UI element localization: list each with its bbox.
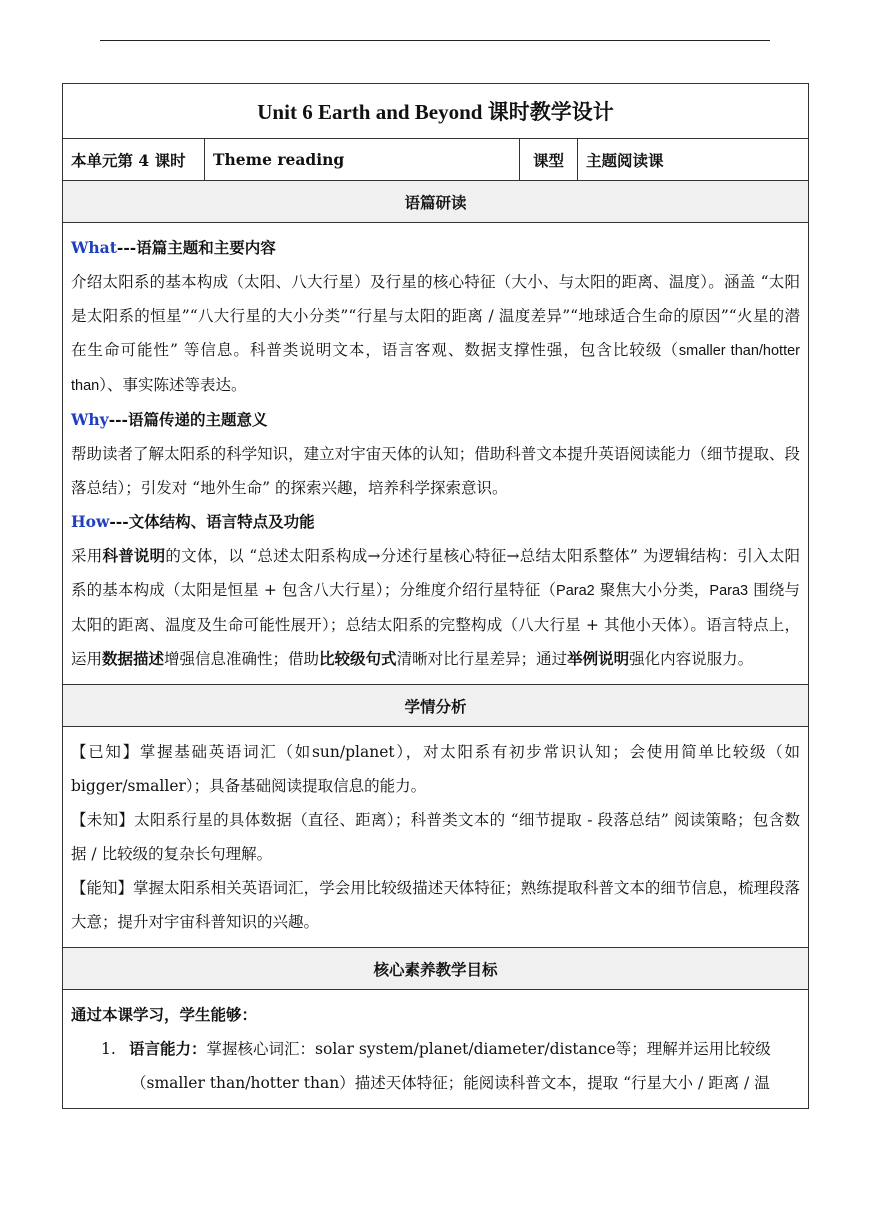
goal-number: 1. (101, 1040, 116, 1058)
learner-body (63, 727, 808, 948)
how-text-f: 清晰对比行星差异；通过 (396, 650, 568, 668)
section-heading-text-study: 语篇研读 (63, 181, 808, 223)
how-title: ---文体结构、语言特点及功能 (109, 512, 315, 531)
how-para3: Para3 (709, 583, 749, 599)
what-title: ---语篇主题和主要内容 (116, 238, 276, 257)
why-keyword: Why (71, 410, 109, 429)
learner-unknown: 【未知】太阳系行星的具体数据（直径、距离）；科普类文本的 “细节提取 - 段落总结” 阅读策略；包含数据 / 比较级的复杂长句理解。 (71, 811, 800, 863)
how-bold-4: 举例说明 (567, 649, 630, 668)
what-heading (71, 231, 800, 265)
how-text-c: 聚焦大小分类， (594, 581, 710, 599)
section-heading-goals: 核心素养教学目标 (63, 948, 808, 990)
goal-words: solar system/planet/diameter/distance (315, 1040, 616, 1058)
goals-intro: 通过本课学习，学生能够： (71, 1005, 258, 1024)
how-bold-2: 数据描述 (102, 649, 165, 668)
learner-known: 【已知】掌握基础英语词汇（如sun/planet），对太阳系有初步常识认知；会使用简单比较级（如bigger/smaller）；具备基础阅读提取信息的能力。 (71, 743, 800, 795)
section-heading-learner: 学情分析 (63, 685, 808, 727)
learner-able: 【能知】掌握太阳系相关英语词汇，学会用比较级描述天体特征；熟练提取科普文本的细节信息，梳理段落大意；提升对宇宙科普知识的兴趣。 (71, 879, 800, 931)
goal-label: 语言能力： (129, 1039, 207, 1058)
header-rule (100, 40, 770, 41)
type-value-cell: 主题阅读课 (586, 150, 664, 170)
meta-row (63, 139, 808, 181)
what-text: 介绍太阳系的基本构成（太阳、八大行星）及行星的核心特征（大小、与太阳的距离、温度）。涵盖 “太阳是太阳系的恒星”“八大行星的大小分类”“行星与太阳的距离 / 温度差异”“地球适合生命的原因”“火星的潜在生命可能性” 等信息。科普类说明文本，语言客观、数据支撑性强，包含比较级（ (71, 273, 800, 359)
goal-item-1-cont: （smaller than/hotter than）描述天体特征；能阅读科普文本，提取 “行星大小 / 距离 / 温 (131, 1074, 770, 1092)
why-title: ---语篇传递的主题意义 (108, 410, 268, 429)
how-text-e: 增强信息准确性；借助 (164, 650, 320, 668)
how-keyword: How (71, 512, 110, 531)
theme-cell: Theme reading (205, 139, 520, 180)
page-title: Unit 6 Earth and Beyond 课时教学设计 (63, 84, 808, 139)
text-study-body (63, 223, 808, 685)
what-keyword: What (71, 238, 117, 257)
goal-text-b: 等；理解并运用比较级 (615, 1040, 771, 1058)
why-heading (71, 403, 800, 437)
what-paragraph (71, 265, 800, 403)
how-text-a: 采用 (71, 547, 103, 565)
lesson-design-table (62, 83, 809, 1109)
how-text-g: 强化内容说服力。 (629, 650, 754, 668)
how-paragraph (71, 539, 800, 676)
how-para2: Para2 (556, 583, 595, 599)
how-heading (71, 505, 800, 539)
how-bold-3: 比较级句式 (319, 649, 397, 668)
why-paragraph: 帮助读者了解太阳系的科学知识，建立对宇宙天体的认知；借助科普文本提升英语阅读能力（细节提取、段落总结）；引发对 “地外生命” 的探索兴趣，培养科学探索意识。 (71, 445, 800, 497)
how-bold-1: 科普说明 (102, 546, 166, 565)
goals-body (63, 990, 808, 1108)
goal-text-a: 掌握核心词汇： (206, 1040, 316, 1058)
what-text-end: ）、事实陈述等表达。 (99, 376, 247, 394)
type-label-cell: 课型 (520, 139, 578, 180)
goal-item-1 (71, 1032, 800, 1066)
lesson-number-cell: 本单元第 4 课时 (63, 139, 205, 180)
how-text-b: 的文体，以 “总述太阳系构成→分述行星核心特征→总结太阳系整体” 为逻辑结构：引入太阳系的基本构成（太阳是恒星 + 包含八大行星）；分维度介绍行星特征（ (71, 547, 800, 599)
what-comparatives: smaller than/hotter than (71, 343, 800, 394)
how-text-d: 围绕与太阳的距离、温度及生命可能性展开）；总结太阳系的完整构成（八大行星 + 其他小天体）。语言特点上，运用 (71, 581, 800, 668)
